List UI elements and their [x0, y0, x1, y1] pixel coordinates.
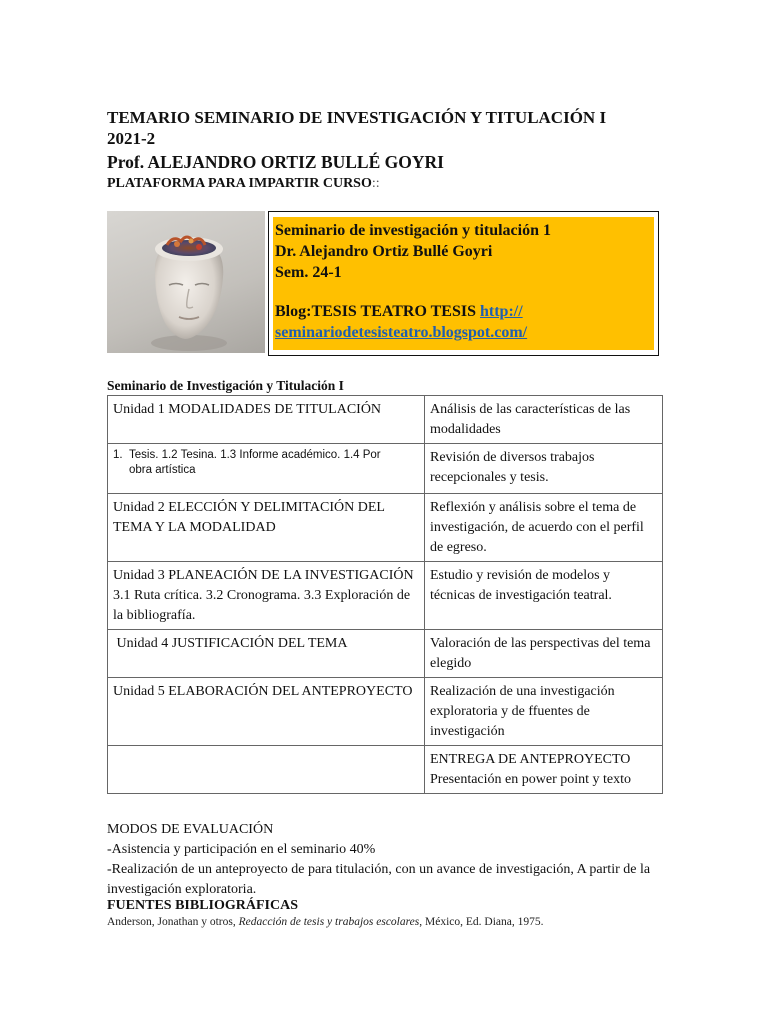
unit-cell: Unidad 1 MODALIDADES DE TITULACIÓN	[108, 396, 425, 444]
syllabus-table	[107, 395, 663, 794]
evaluation-item: -Asistencia y participación en el seminario 40%	[107, 842, 376, 857]
delivery-title: ENTREGA DE ANTEPROYECTO	[430, 752, 631, 767]
evaluation-section	[107, 820, 667, 900]
activity-cell: Valoración de las perspectivas del tema elegido	[425, 630, 663, 678]
evaluation-item: -Realización de un anteproyecto de para titulación, con un avance de investigación, A partir de la investigación exploratoria.	[107, 862, 651, 897]
unit-cell	[108, 444, 425, 494]
unit-cell: Unidad 3 PLANEACIÓN DE LA INVESTIGACIÓN 3.1 Ruta crítica. 3.2 Cronograma. 3.3 Exploración de la bibliografía.	[108, 562, 425, 630]
table-row	[108, 562, 663, 630]
activity-cell	[425, 746, 663, 794]
unit-cell: Unidad 5 ELABORACIÓN DEL ANTEPROYECTO	[108, 678, 425, 746]
title-line-2: 2021-2	[107, 129, 156, 148]
ref-author: Anderson, Jonathan y otros,	[107, 916, 239, 928]
activity-cell: Revisión de diversos trabajos recepcionales y tesis.	[425, 444, 663, 494]
bibliography-entry	[107, 915, 707, 930]
professor-name: Prof. ALEJANDRO ORTIZ BULLÉ GOYRI	[107, 152, 444, 172]
activity-cell: Realización de una investigación exploratoria y de ffuentes de investigación	[425, 678, 663, 746]
info-blog-label: Blog:TESIS TEATRO TESIS	[275, 303, 480, 320]
activity-cell: Reflexión y análisis sobre el tema de investigación, de acuerdo con el perfil de egreso.	[425, 494, 663, 562]
unit-cell: Unidad 2 ELECCIÓN Y DELIMITACIÓN DEL TEMA Y LA MODALIDAD	[108, 494, 425, 562]
platform-label-text: PLATAFORMA PARA IMPARTIR CURSO	[107, 176, 372, 191]
sources-heading: FUENTES BIBLIOGRÁFICAS	[107, 898, 298, 913]
activity-cell: Estudio y revisión de modelos y técnicas de investigación teatral.	[425, 562, 663, 630]
title-line-1: TEMARIO SEMINARIO DE INVESTIGACIÓN Y TITULACIÓN I	[107, 108, 607, 127]
ref-title: Redacción de tesis y trabajos escolares	[238, 916, 420, 928]
table-caption: Seminario de Investigación y Titulación I	[107, 378, 344, 393]
activity-cell: Análisis de las características de las modalidades	[425, 396, 663, 444]
table-row	[108, 678, 663, 746]
document-title	[107, 107, 667, 149]
platform-label-suffix: ::	[371, 176, 380, 191]
unit-cell: Unidad 4 JUSTIFICACIÓN DEL TEMA	[108, 630, 425, 678]
subunit-number: 1.	[113, 449, 123, 461]
table-row	[108, 630, 663, 678]
subunit-line-1	[113, 448, 419, 463]
info-semester: Sem. 24-1	[275, 264, 342, 281]
table-row	[108, 444, 663, 494]
info-spacer	[275, 283, 651, 301]
table-row	[108, 396, 663, 444]
blog-link-part-2[interactable]: seminariodetesisteatro.blogspot.com/	[275, 324, 528, 341]
blog-link-part-1[interactable]: http://	[479, 303, 523, 320]
info-course-name: Seminario de investigación y titulación 1	[275, 222, 551, 239]
sculpture-head-photo	[107, 211, 265, 353]
info-blog-line	[275, 301, 651, 322]
ref-publisher: , México, Ed. Diana, 1975.	[419, 916, 544, 928]
delivery-detail: Presentación en power point y texto	[430, 772, 632, 787]
course-info-box	[268, 211, 659, 356]
table-row	[108, 746, 663, 794]
subunit-line-2: obra artística	[129, 464, 196, 476]
platform-label	[107, 175, 380, 193]
course-info-highlight	[273, 217, 654, 350]
subunit-text-1: Tesis. 1.2 Tesina. 1.3 Informe académico. 1.4 Por	[129, 449, 381, 461]
unit-cell	[108, 746, 425, 794]
evaluation-heading: MODOS DE EVALUACIÓN	[107, 822, 274, 837]
info-instructor: Dr. Alejandro Ortiz Bullé Goyri	[275, 243, 493, 260]
table-row	[108, 494, 663, 562]
info-blog-url-line	[275, 322, 651, 343]
